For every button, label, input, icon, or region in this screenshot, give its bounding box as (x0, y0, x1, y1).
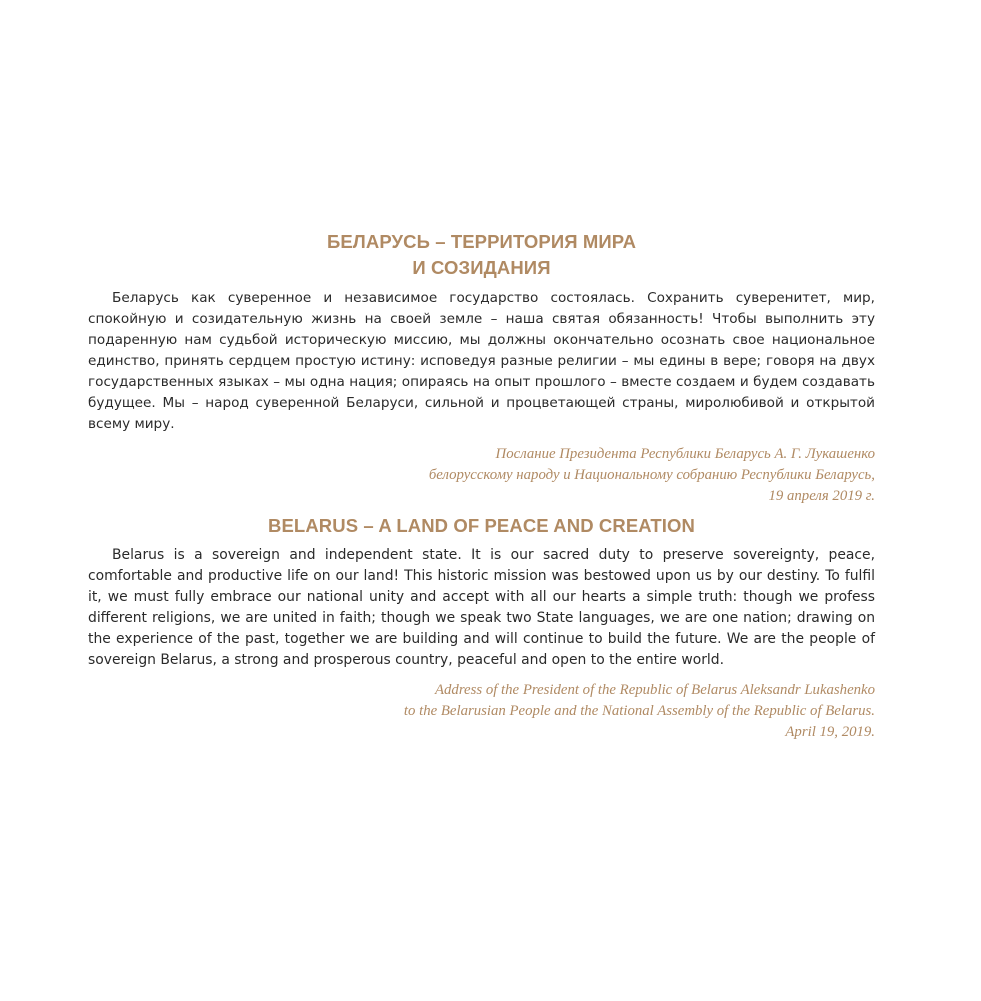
russian-heading (88, 229, 875, 281)
russian-heading-line-1: БЕЛАРУСЬ – ТЕРРИТОРИЯ МИРА (326, 231, 637, 252)
english-heading: BELARUS – A LAND OF PEACE AND CREATION (268, 515, 695, 536)
english-section (88, 513, 875, 743)
russian-heading-line-2: И СОЗИДАНИЯ (412, 257, 551, 278)
russian-section (88, 229, 875, 507)
russian-signature-line-2: белорусскому народу и Национальному собранию Республики Беларусь, (428, 467, 875, 483)
english-signature-date: April 19, 2019. (785, 724, 875, 740)
english-body-text: Belarus is a sovereign and independent state. It is our sacred duty to preserve sovereignty, peace, comfortable and productive life on our land! This historic mission was bestowed upon us by our destiny. To fulfil it, we must fully embrace our national unity and accept with all our hearts a simple truth: though we profess different religions, we are united in faith; though we speak two State languages, we are one nation; drawing on the experience of the past, together we are building and will continue to build the future. We are the people of sovereign Belarus, a strong and prosperous country, peaceful and open to the entire world. (88, 547, 875, 668)
russian-body-text: Беларусь как суверенное и независимое государство состоялась. Сохранить суверенитет, мир, спокойную и созидательную жизнь на своей земле – наша святая обязанность! Чтобы выполнить эту подаренную нам судьбой историческую миссию, мы должны окончательно осознать свое национальное единство, принять сердцем простую истину: исповедуя разные религии – мы едины в вере; говоря на двух государственных языках – мы одна нация; опираясь на опыт прошлого – вместе создаем и будем создавать будущее. Мы – народ суверенной Беларуси, сильной и процветающей страны, миролюбивой и открытой всему миру. (88, 290, 875, 432)
english-signature-line-1: Address of the President of the Republic of Belarus Aleksandr Lukashenko (435, 682, 875, 698)
english-signature-line-2: to the Belarusian People and the National Assembly of the Republic of Belarus. (403, 703, 875, 719)
russian-signature (88, 444, 875, 507)
english-signature (88, 680, 875, 743)
russian-signature-line-1: Послание Президента Республики Беларусь А. Г. Лукашенко (495, 446, 875, 462)
russian-signature-date: 19 апреля 2019 г. (768, 488, 875, 504)
